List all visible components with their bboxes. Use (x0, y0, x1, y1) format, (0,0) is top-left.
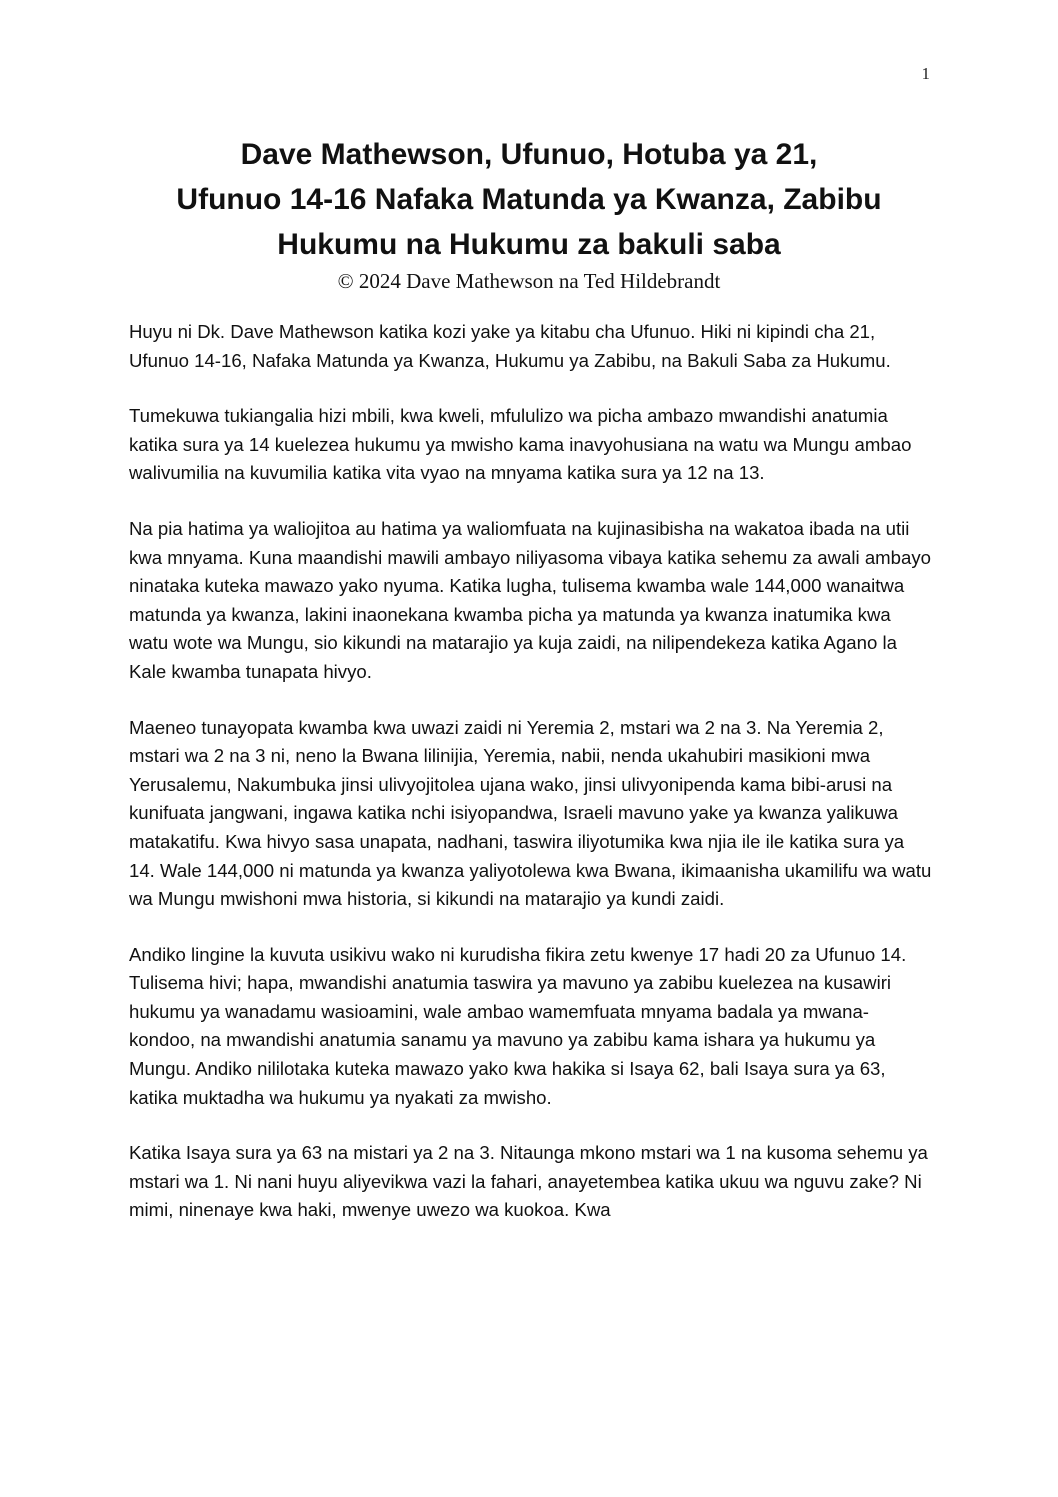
paragraph-4: Maeneo tunayopata kwamba kwa uwazi zaidi ni Yeremia 2, mstari wa 2 na 3. Na Yeremia 2, mstari wa 2 na 3 ni, neno la Bwana lilinijia, Yeremia, nabii, nenda ukahubiri masikioni mwa Yerusalemu, Nakumbuka jinsi ulivyojitolea ujana wako, jinsi ulivyonipenda kama bibi-arusi na kunifuata jangwani, ingawa katika nchi isiyopandwa, Israeli mavuno yake ya kwanza yalikuwa matakatifu. Kwa hivyo sasa unapata, nadhani, taswira iliyotumika kwa njia ile ile katika sura ya 14. Wale 144,000 ni matunda ya kwanza yaliyotolewa kwa Bwana, ikimaanisha ukamilifu wa watu wa Mungu mwishoni mwa historia, si kikundi na matarajio ya kundi zaidi. (129, 716, 932, 910)
copyright-line: © 2024 Dave Mathewson na Ted Hildebrandt (337, 269, 721, 293)
page-number: 1 (921, 64, 930, 83)
document-body (129, 318, 934, 1252)
title-line-3: Hukumu na Hukumu za bakuli saba (277, 228, 781, 261)
paragraph-3: Na pia hatima ya waliojitoa au hatima ya waliomfuata na kujinasibisha na wakatoa ibada na utii kwa mnyama. Kuna maandishi mawili ambayo niliyasoma vibaya katika sehemu za awali ambayo ninataka kuteka mawazo yako nyuma. Katika lugha, tulisema kwamba wale 144,000 wanaitwa matunda ya kwanza, lakini inaonekana kwamba picha ya matunda ya kwanza inatumika kwa watu wote wa Mungu, sio kikundi na matarajio ya kuja zaidi, na nilipendekeza katika Agano la Kale kwamba tunapata hivyo. (129, 517, 931, 682)
paragraph-5: Andiko lingine la kuvuta usikivu wako ni kurudisha fikira zetu kwenye 17 hadi 20 za Ufunuo 14. Tulisema hivi; hapa, mwandishi anatumia taswira ya mavuno ya zabibu kuelezea na kusawiri hukumu ya wanadamu wasioamini, wale ambao wamemfuata mnyama badala ya mwana-kondoo, na mwandishi anatumia sanamu ya mavuno ya zabibu kama ishara ya hukumu ya Mungu. Andiko nililotaka kuteka mawazo yako kwa hakika si Isaya 62, bali Isaya sura ya 63, katika muktadha wa hukumu ya nyakati za mwisho. (129, 943, 907, 1108)
title-line-2: Ufunuo 14-16 Nafaka Matunda ya Kwanza, Zabibu (176, 183, 882, 216)
paragraph-6: Katika Isaya sura ya 63 na mistari ya 2 na 3. Nitaunga mkono mstari wa 1 na kusoma sehemu ya mstari wa 1. Ni nani huyu aliyevikwa vazi la fahari, anayetembea katika ukuu wa nguvu zake? Ni mimi, ninenaye kwa haki, mwenye uwezo wa kuokoa. Kwa (129, 1142, 928, 1221)
paragraph-2: Tumekuwa tukiangalia hizi mbili, kwa kweli, mfululizo wa picha ambazo mwandishi anatumia katika sura ya 14 kuelezea hukumu ya mwisho kama inavyohusiana na watu wa Mungu ambao walivumilia na kuvumilia katika vita vyao na mnyama katika sura ya 12 na 13. (129, 405, 912, 484)
paragraph-1: Huyu ni Dk. Dave Mathewson katika kozi yake ya kitabu cha Ufunuo. Hiki ni kipindi cha 21, Ufunuo 14-16, Nafaka Matunda ya Kwanza, Hukumu ya Zabibu, na Bakuli Saba za Hukumu. (129, 321, 891, 371)
document-header (100, 132, 958, 295)
title-line-1: Dave Mathewson, Ufunuo, Hotuba ya 21, (240, 138, 818, 171)
